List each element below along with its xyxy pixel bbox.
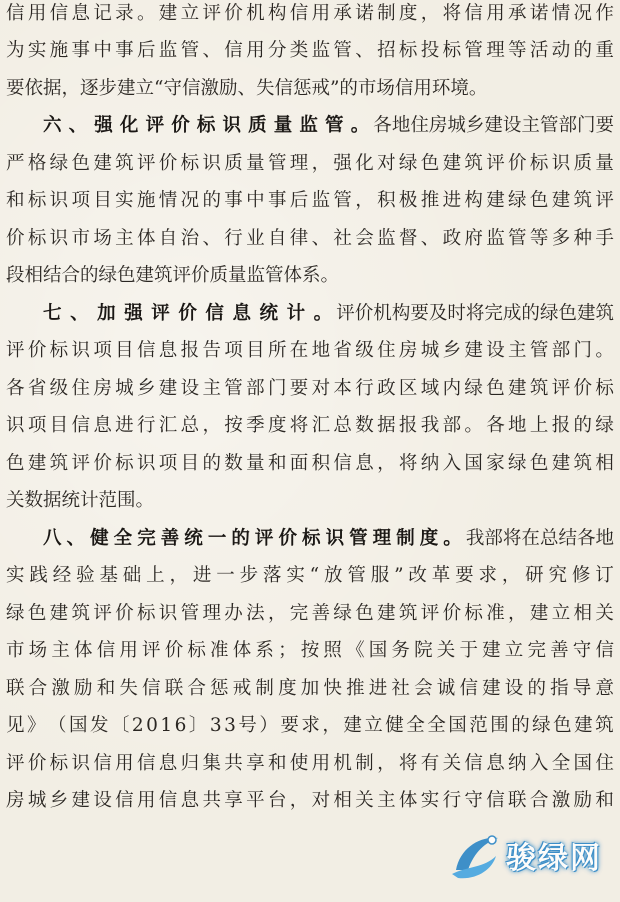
text-line xyxy=(6,632,614,670)
leaf-swirl-icon xyxy=(446,826,504,884)
text-line xyxy=(6,70,614,108)
text-line xyxy=(6,445,614,483)
line-text: 市 场 主 体 信 用 评 价 标 准 体 系 ； 按 照 《 国 务 院 关 于 建 立 完 善 守 信 xyxy=(6,640,614,661)
text-line xyxy=(6,32,614,70)
watermark-text: 骏绿网 xyxy=(506,841,602,876)
text-line xyxy=(6,595,614,633)
line-text: 绿 色 建 筑 评 价 标 识 管 理 办 法 ， 完 善 绿 色 建 筑 评 价 标 准 ， 建 立 相 关 xyxy=(6,602,614,624)
line-text: 为 实 施 事 中 事 后 监 管 、 信 用 分 类 监 管 、 招 标 投 标 管 理 等 活 动 的 重 xyxy=(6,40,614,61)
text-line xyxy=(6,332,614,370)
text-line xyxy=(6,707,614,745)
line-text: 识 项 目 信 息 进 行 汇 总 ， 按 季 度 将 汇 总 数 据 报 我 部 。 各 地 上 报 的 绿 xyxy=(6,415,614,436)
line-text: 见 》 （ 国 发 〔 2 0 1 6 〕 3 3 号 ） 要 求 ， 建 立 健 全 全 国 范 围 的 绿 色 建 筑 xyxy=(6,715,614,736)
line-text: 价 标 识 市 场 主 体 自 治 、 行 业 自 律 、 社 会 监 督 、 政 府 监 管 等 多 种 手 xyxy=(6,227,614,249)
section-6-text: 各 地 住 房 城 乡 建 设 主 管 部 门 要 xyxy=(373,115,614,136)
document-body xyxy=(6,0,614,820)
text-line xyxy=(6,0,614,32)
line-text: 评 价 标 识 信 用 信 息 归 集 共 享 和 使 用 机 制 ， 将 有 关 信 息 纳 入 全 国 住 xyxy=(6,752,614,774)
line-text: 联 合 激 励 和 失 信 联 合 惩 戒 制 度 加 快 推 进 社 会 诚 信 建 设 的 指 导 意 xyxy=(6,677,614,699)
text-line xyxy=(6,220,614,258)
section-6-heading: 六 、 强 化 评 价 标 识 质 量 监 管 。 xyxy=(43,115,370,136)
section-8-heading-line xyxy=(6,520,614,558)
text-line xyxy=(6,407,614,445)
line-text: 各 省 级 住 房 城 乡 建 设 主 管 部 门 要 对 本 行 政 区 域 内 绿 色 建 筑 评 价 标 xyxy=(6,377,614,399)
section-8-text: 我 部 将 在 总 结 各 地 xyxy=(465,527,614,549)
line-text: 评 价 标 识 项 目 信 息 报 告 项 目 所 在 地 省 级 住 房 城 乡 建 设 主 管 部 门 。 xyxy=(6,340,614,361)
text-line xyxy=(6,370,614,408)
section-6-heading-line xyxy=(6,107,614,145)
line-text: 房 城 乡 建 设 信 用 信 息 共 享 平 台 ， 对 相 关 主 体 实 行 守 信 联 合 激 励 和 xyxy=(6,790,614,811)
section-7-heading: 七 、 加 强 评 价 信 息 统 计 。 xyxy=(43,302,333,324)
line-text: 和 标 识 项 目 实 施 情 况 的 事 中 事 后 监 管 ， 积 极 推 进 构 建 绿 色 建 筑 评 xyxy=(6,190,614,211)
line-text: 关数据统计范围。 xyxy=(6,490,155,511)
section-7-heading-line xyxy=(6,295,614,333)
text-line xyxy=(6,745,614,783)
line-text: 段相结合的绿色建筑评价质量监管体系。 xyxy=(6,265,340,286)
text-line xyxy=(6,670,614,708)
section-7-text: 评 价 机 构 要 及 时 将 完 成 的 绿 色 建 筑 xyxy=(336,302,614,324)
line-text: 信 用 信 息 记 录 。 建 立 评 价 机 构 信 用 承 诺 制 度 ， 将 信 用 承 诺 情 况 作 xyxy=(6,3,614,24)
text-line xyxy=(6,782,614,820)
text-line xyxy=(6,182,614,220)
line-text: 实 践 经 验 基 础 上 ， 进 一 步 落 实 “ 放 管 服 ” 改 革 要 求 ， 研 究 修 订 xyxy=(6,565,614,586)
section-8-heading: 八 、 健 全 完 善 统 一 的 评 价 标 识 管 理 制 度 。 xyxy=(43,527,462,549)
text-line xyxy=(6,257,614,295)
text-line xyxy=(6,145,614,183)
line-text: 严 格 绿 色 建 筑 评 价 标 识 质 量 管 理 ， 强 化 对 绿 色 建 筑 评 价 标 识 质 量 xyxy=(6,152,614,174)
text-line xyxy=(6,557,614,595)
site-watermark xyxy=(446,826,614,884)
line-text: 色 建 筑 评 价 标 识 项 目 的 数 量 和 面 积 信 息 ， 将 纳 入 国 家 绿 色 建 筑 相 xyxy=(6,452,614,474)
line-text: 要依据，逐步建立“守信激励、失信惩戒”的市场信用环境。 xyxy=(6,77,488,99)
text-line xyxy=(6,482,614,520)
